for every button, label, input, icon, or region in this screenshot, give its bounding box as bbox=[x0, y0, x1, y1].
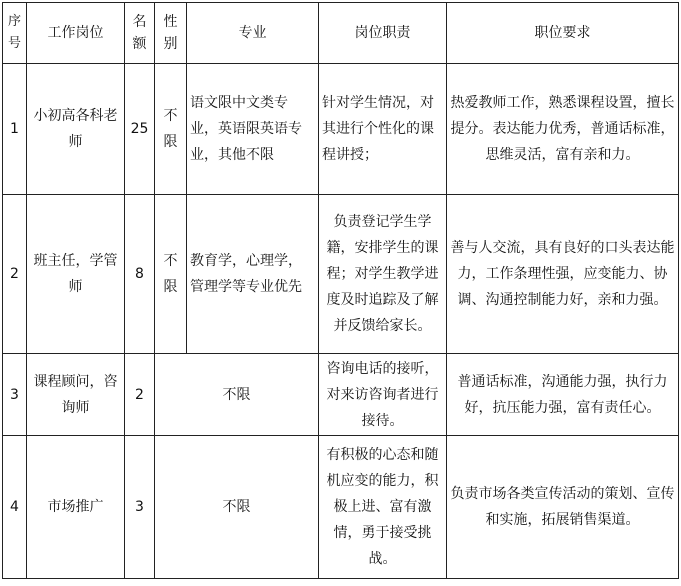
cell-position: 班主任，学管师 bbox=[27, 195, 125, 354]
header-requirements: 职位要求 bbox=[447, 3, 679, 64]
cell-gender: 不限 bbox=[155, 195, 187, 354]
cell-requirements: 善与人交流，具有良好的口头表达能力，工作条理性强，应变能力、协调、沟通控制能力好，亲和力强。 bbox=[447, 195, 679, 354]
header-position: 工作岗位 bbox=[27, 3, 125, 64]
cell-duties: 针对学生情况，对其进行个性化的课程讲授； bbox=[319, 64, 447, 195]
cell-requirements: 普通话标准，沟通能力强，执行力好，抗压能力强，富有责任心。 bbox=[447, 354, 679, 436]
cell-position: 小初高各科老师 bbox=[27, 64, 125, 195]
job-positions-table bbox=[2, 2, 679, 579]
cell-seq: 3 bbox=[3, 354, 27, 436]
header-seq: 序号 bbox=[3, 3, 27, 64]
header-major: 专业 bbox=[187, 3, 319, 64]
cell-quota: 25 bbox=[125, 64, 155, 195]
cell-quota: 8 bbox=[125, 195, 155, 354]
cell-gender-major: 不限 bbox=[155, 354, 319, 436]
cell-requirements: 热爱教师工作，熟悉课程设置，擅长提分。表达能力优秀，普通话标准，思维灵活，富有亲和力。 bbox=[447, 64, 679, 195]
header-gender: 性别 bbox=[155, 3, 187, 64]
cell-quota: 2 bbox=[125, 354, 155, 436]
cell-gender: 不限 bbox=[155, 64, 187, 195]
cell-requirements: 负责市场各类宣传活动的策划、宣传和实施，拓展销售渠道。 bbox=[447, 436, 679, 579]
cell-position: 课程顾问，咨询师 bbox=[27, 354, 125, 436]
cell-duties: 负责登记学生学籍，安排学生的课程；对学生教学进度及时追踪及了解并反馈给家长。 bbox=[319, 195, 447, 354]
cell-seq: 1 bbox=[3, 64, 27, 195]
cell-major: 语文限中文类专业，英语限英语专业，其他不限 bbox=[187, 64, 319, 195]
cell-major: 教育学，心理学，管理学等专业优先 bbox=[187, 195, 319, 354]
cell-duties: 有积极的心态和随机应变的能力，积极上进、富有激情，勇于接受挑战。 bbox=[319, 436, 447, 579]
cell-quota: 3 bbox=[125, 436, 155, 579]
table-row bbox=[3, 436, 679, 579]
header-duties: 岗位职责 bbox=[319, 3, 447, 64]
cell-gender-major: 不限 bbox=[155, 436, 319, 579]
table-row bbox=[3, 64, 679, 195]
cell-seq: 4 bbox=[3, 436, 27, 579]
cell-position: 市场推广 bbox=[27, 436, 125, 579]
cell-seq: 2 bbox=[3, 195, 27, 354]
table-header-row bbox=[3, 3, 679, 64]
table-row bbox=[3, 354, 679, 436]
header-quota: 名额 bbox=[125, 3, 155, 64]
table-row bbox=[3, 195, 679, 354]
cell-duties: 咨询电话的接听，对来访咨询者进行接待。 bbox=[319, 354, 447, 436]
